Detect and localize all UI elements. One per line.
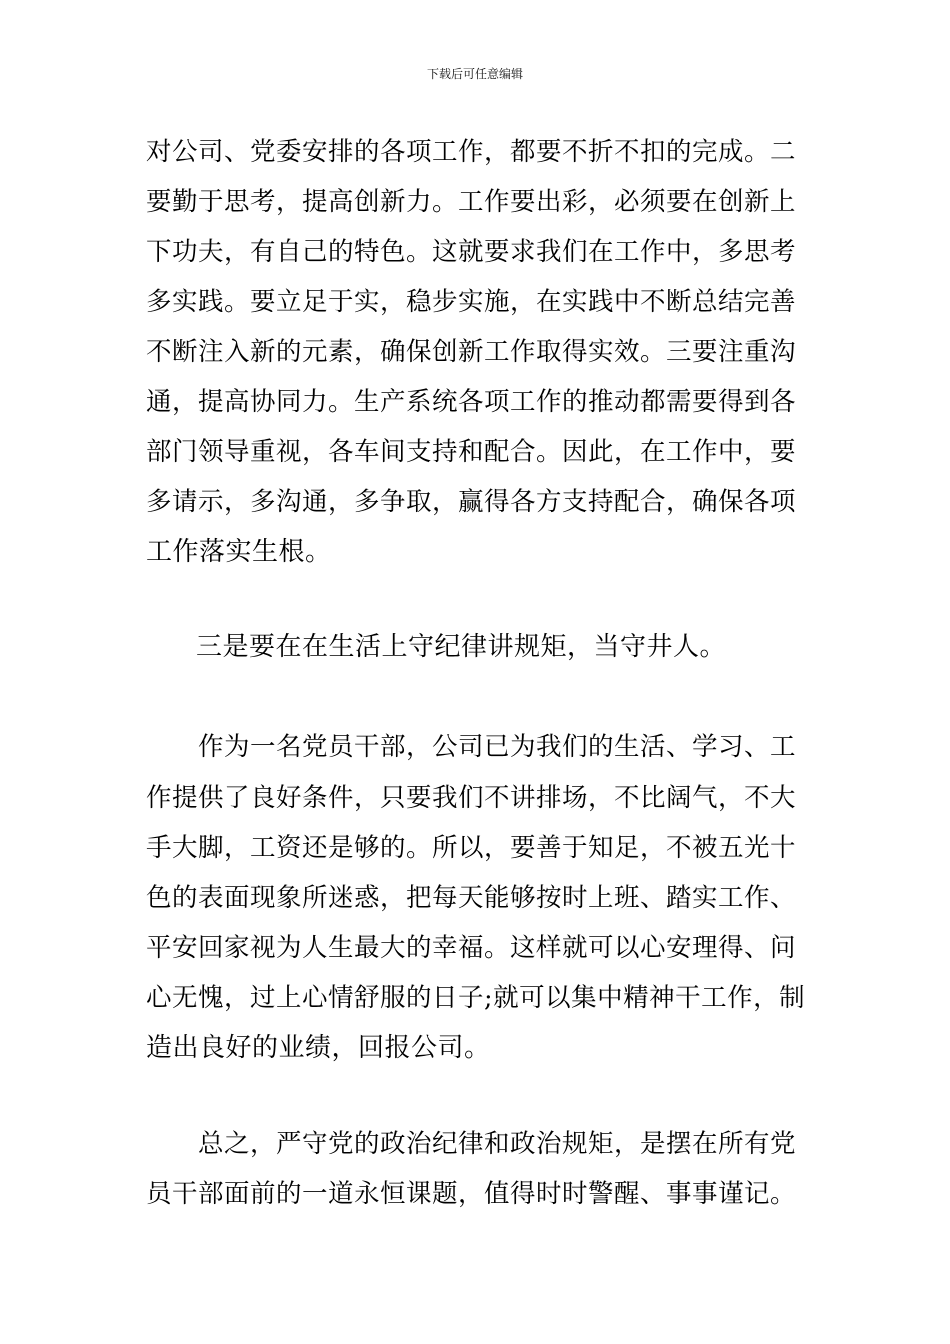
- paragraph-line: 平安回家视为人生最大的幸福。这样就可以心安理得、问: [146, 933, 797, 963]
- paragraph-line: 部门领导重视，各车间支持和配合。因此，在工作中，要: [146, 437, 797, 467]
- paragraph-line: 心无愧，过上心情舒服的日子;就可以集中精神干工作，制: [146, 983, 806, 1013]
- paragraph-line: 造出良好的业绩，回报公司。: [146, 1033, 491, 1063]
- paragraph-line: 不断注入新的元素，确保创新工作取得实效。三要注重沟: [146, 337, 797, 367]
- paragraph-line: 多请示，多沟通，多争取，赢得各方支持配合，确保各项: [146, 487, 797, 517]
- paragraph-line: 总之，严守党的政治纪律和政治规矩，是摆在所有党: [198, 1129, 797, 1159]
- paragraph-line: 下功夫，有自己的特色。这就要求我们在工作中，多思考: [146, 237, 797, 267]
- paragraph-line: 作提供了良好条件，只要我们不讲排场，不比阔气，不大: [146, 783, 797, 813]
- paragraph-line: 多实践。要立足于实，稳步实施，在实践中不断总结完善: [146, 287, 797, 317]
- header-note: 下载后可任意编辑: [426, 67, 523, 81]
- paragraph-line: 对公司、党委安排的各项工作，都要不折不扣的完成。二: [146, 137, 797, 167]
- paragraph-line: 工作落实生根。: [146, 537, 332, 567]
- paragraph-line: 通，提高协同力。生产系统各项工作的推动都需要得到各: [146, 387, 797, 417]
- paragraph-line: 员干部面前的一道永恒课题，值得时时警醒、事事谨记。: [146, 1179, 797, 1209]
- paragraph-line: 作为一名党员干部，公司已为我们的生活、学习、工: [198, 732, 797, 762]
- paragraph-line: 三是要在在生活上守纪律讲规矩，当守井人。: [196, 632, 727, 662]
- paragraph-line: 色的表面现象所迷惑，把每天能够按时上班、踏实工作、: [146, 883, 797, 913]
- paragraph-line: 要勤于思考，提高创新力。工作要出彩，必须要在创新上: [146, 187, 797, 217]
- paragraph-line: 手大脚，工资还是够的。所以，要善于知足，不被五光十: [146, 833, 797, 863]
